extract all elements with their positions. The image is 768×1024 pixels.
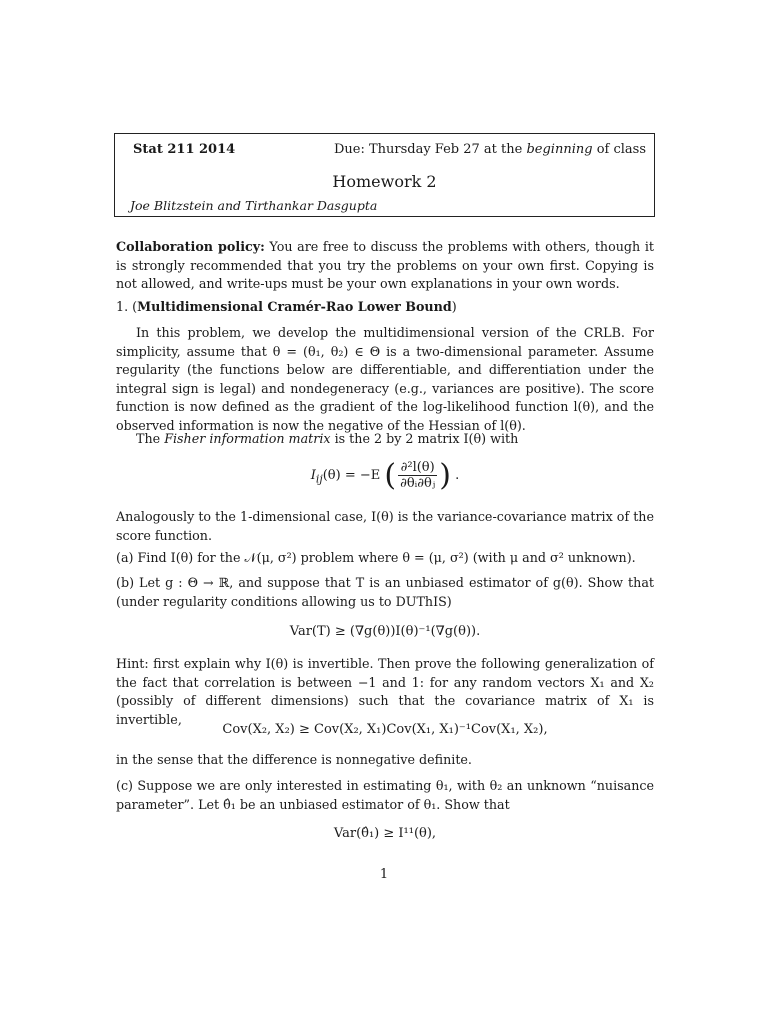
part-b: (b) Let g : Θ → ℝ, and suppose that T is an unbiased estimator of g(θ). Show that (under regularity conditions allowing us to DUThIS) <box>116 575 654 609</box>
problem-1-heading: 1. (Multidimensional Cramér-Rao Lower Bound) <box>116 299 457 314</box>
equation-nuisance: Var(θ̂₁) ≥ I¹¹(θ), <box>333 826 437 841</box>
header-box <box>114 133 655 217</box>
hint-paragraph: Hint: first explain why I(θ) is invertible. Then prove the following generalization of the fact that correlation is between −1 and 1: for any random vectors X₁ and X₂ (possibly of different dimensions) such that the covariance matrix of X₁ is invertible, <box>116 656 654 727</box>
collaboration-policy: Collaboration policy: You are free to discuss the problems with others, though it is strongly recommended that you try the problems on your own first. Copying is not allowed, and write-ups must be your own explanations in your own words. <box>116 239 654 292</box>
homework-title: Homework 2 <box>332 172 437 191</box>
equation-fisher: $I_{ij}(\theta) = -E$ ( $\frac{\text{∂²l(θ)}}{\text{∂θᵢ∂θⱼ}}$ ) . <box>310 458 460 493</box>
problem-1-intro: In this problem, we develop the multidimensional version of the CRLB. For simplicity, assume that θ = (θ₁, θ₂) ∈ Θ is a two-dimensional parameter. Assume regularity (the functions below are differentiable, and differentiation under the integral sign is legal) and nondegeneracy (e.g., variances are positive). The score function is now defined as the gradient of the log-likelihood function l(θ), and the observed information is now the negative of the Hessian of l(θ). <box>116 325 654 433</box>
part-c: (c) Suppose we are only interested in estimating θ₁, with θ₂ an unknown “nuisance parameter”. Let θ̂₁ be an unbiased estimator of θ₁. Show that <box>116 778 654 812</box>
left-paren: ( <box>384 458 397 493</box>
right-paren: ) <box>439 458 451 493</box>
fraction: $\frac{\text{∂²l(θ)}}{\text{∂θᵢ∂θⱼ}}$ <box>400 460 436 491</box>
equation-var-bound: Var(T) ≥ (∇g(θ))I(θ)⁻¹(∇g(θ)). <box>289 624 481 639</box>
sense-line: in the sense that the difference is nonnegative definite. <box>116 752 472 767</box>
fisher-definition: The Fisher information matrix is the 2 by 2 matrix I(θ) with <box>136 431 519 446</box>
page-number: 1 <box>379 867 389 882</box>
authors: Joe Blitzstein and Tirthankar Dasgupta <box>130 198 378 213</box>
equation-cov-bound: Cov(X₂, X₂) ≥ Cov(X₂, X₁)Cov(X₁, X₁)⁻¹Cov(X₁, X₂), <box>222 722 548 737</box>
analogy-paragraph: Analogously to the 1-dimensional case, I(θ) is the variance-covariance matrix of the score function. <box>116 509 654 543</box>
due-date: Due: Thursday Feb 27 at the beginning of class <box>333 142 646 157</box>
course-label: Stat 211 2014 <box>133 142 236 157</box>
part-a: (a) Find I(θ) for the 𝒩(μ, σ²) problem where θ = (μ, σ²) (with μ and σ² unknown). <box>116 550 636 565</box>
